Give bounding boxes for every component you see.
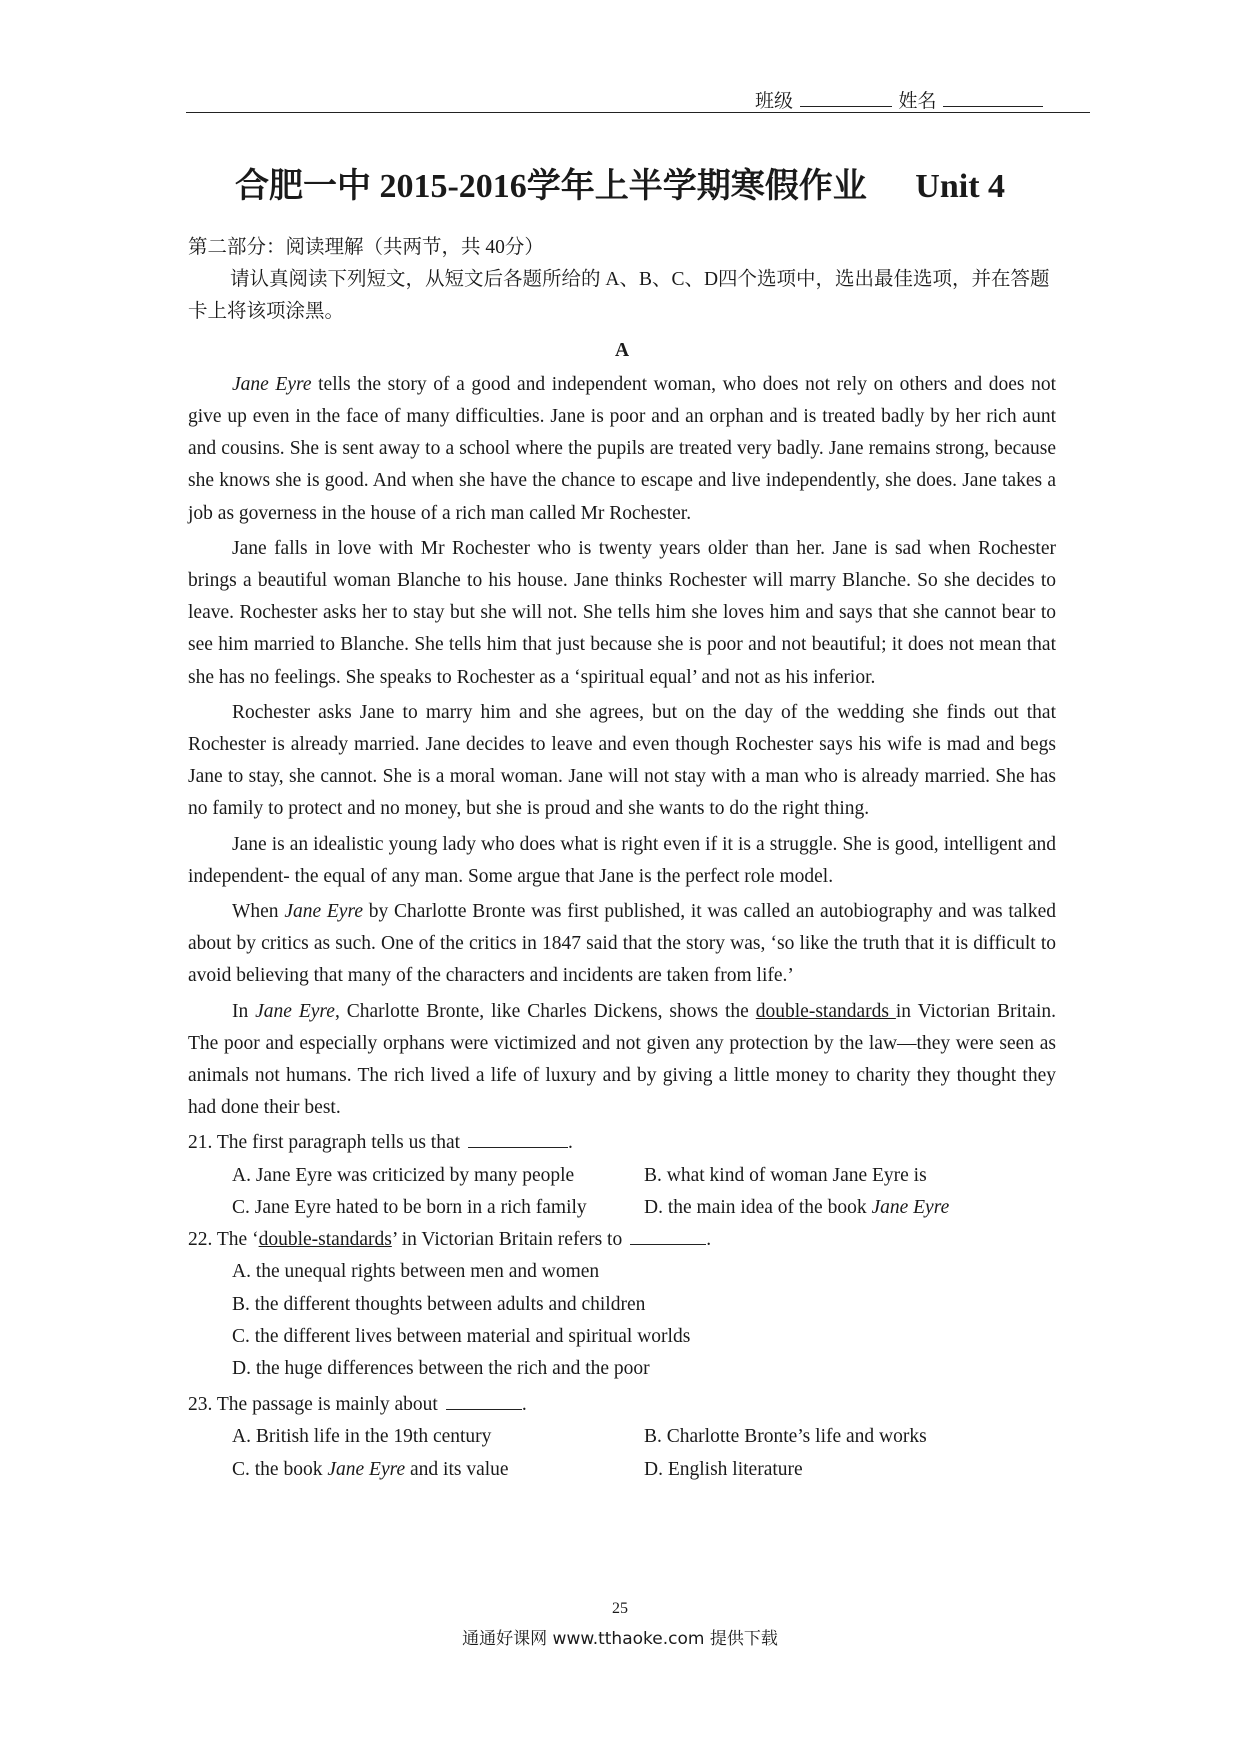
question-stem: 23. The passage is mainly about [188,1394,438,1416]
book-title: Jane Eyre [255,1000,335,1022]
book-title: Jane Eyre [871,1196,950,1218]
question-end: . [521,1394,527,1416]
option-21-b[interactable]: B. what kind of woman Jane Eyre is [644,1164,927,1186]
option-22-b[interactable]: B. the different thoughts between adults and children [232,1293,646,1315]
option-21-a[interactable]: A. Jane Eyre was criticized by many people [232,1164,575,1186]
options-row [188,1421,1056,1453]
question-23 [188,1389,1056,1421]
option-21-c[interactable]: C. Jane Eyre hated to be born in a rich family [232,1196,587,1218]
paragraph-text: in Victorian Britain. The poor and especially orphans were victimized and not given any protection by the law—they were seen as animals not humans. The rich lived a life of luxury and by giving a little money to charity they thought they had done their best. [188,1000,1056,1119]
underlined-term: double-standards [755,1000,896,1022]
section-heading: 第二部分：阅读理解（共两节，共 40分） [188,237,544,258]
page-title [0,158,1240,207]
header-rule [186,112,1090,113]
option-text: and its value [405,1458,509,1480]
page-number: 25 [612,1600,628,1617]
options-row [188,1192,1056,1224]
passage-paragraph-6 [188,996,1056,1125]
question-22 [188,1224,1056,1256]
passage-letter: A [614,339,630,361]
question-end: . [568,1132,573,1154]
passage-paragraph-4: Jane is an idealistic young lady who does what is right even if it is a struggle. She is good, intelligent and independent- the equal of any man. Some argue that Jane is the perfect role model. [188,833,1056,887]
content [188,232,1056,1486]
paragraph-text: tells the story of a good and independent woman, who does not rely on others and does not give up even in the face of many difficulties. Jane is poor and an orphan and is treated badly by her rich aunt and cousins. She is sent away to a school where the pupils are treated very badly. Jane remains strong, because she knows she is good. And when she have the chance to escape and live independently, she does. Jane takes a job as governess in the house of a rich man called Mr Rochester. [188,373,1056,524]
passage-paragraph-1 [188,369,1056,530]
paragraph-text: When [232,901,285,923]
option-text: D. the main idea of the book [644,1196,872,1218]
answer-blank[interactable] [468,1129,568,1148]
book-title: Jane Eyre [232,373,312,395]
class-label: 班级 [755,91,794,112]
paragraph-text: by Charlotte Bronte was first published, it was called an autobiography and was talked about by critics as such. One of the critics in 1847 said that the story was, ‘so like the truth that it is difficult to avoid believing that many of the characters and incidents are taken from life.’ [188,901,1056,987]
section-instructions: 请认真阅读下列短文，从短文后各题所给的 A、B、C、D四个选项中，选出最佳选项，并在答题卡上将该项涂黑。 [188,269,1050,323]
options-row [188,1160,1056,1192]
passage-paragraph-3: Rochester asks Jane to marry him and she agrees, but on the day of the wedding she finds out that Rochester is already married. Jane decides to leave and even though Rochester says his wife is mad and begs Jane to stay, she cannot. She is a moral woman. Jane will not stay with a man who is already married. She has no family to protect and no money, but she is proud and she wants to do the right thing. [188,701,1056,820]
title-main: 合肥一中 2015-2016学年上半学期寒假作业 [234,168,867,205]
option-22-d[interactable]: D. the huge differences between the rich and the poor [232,1357,650,1379]
name-label: 姓名 [898,91,937,112]
answer-blank[interactable] [630,1226,706,1245]
passage-paragraph-5 [188,896,1056,993]
option-23-d[interactable]: D. English literature [644,1458,803,1480]
question-stem: ’ in Victorian Britain refers to [391,1229,623,1251]
book-title: Jane Eyre [327,1458,406,1480]
paragraph-text: , Charlotte Bronte, like Charles Dickens, shows the [334,1000,756,1022]
option-22-c[interactable]: C. the different lives between material and spiritual worlds [232,1325,691,1347]
paragraph-text: In [232,1000,256,1022]
question-stem: 22. The ‘ [188,1229,259,1251]
option-text: C. the book [232,1458,328,1480]
header-fields [755,86,1045,113]
answer-blank[interactable] [446,1391,522,1410]
option-23-b[interactable]: B. Charlotte Bronte’s life and works [644,1426,927,1448]
footer-watermark: 通通好课网 www.tthaoke.com 提供下载 [462,1629,778,1649]
class-blank[interactable] [800,89,892,107]
title-unit: Unit 4 [915,168,1006,205]
question-stem: 21. The first paragraph tells us that [188,1132,461,1154]
option-23-a[interactable]: A. British life in the 19th century [232,1426,492,1448]
option-23-c[interactable] [232,1454,644,1486]
option-22-a[interactable]: A. the unequal rights between men and women [232,1261,600,1283]
book-title: Jane Eyre [284,901,363,923]
options-row [188,1454,1056,1486]
passage-paragraph-2: Jane falls in love with Mr Rochester who is twenty years older than her. Jane is sad when Rochester brings a beautiful woman Blanche to his house. Jane thinks Rochester will marry Blanche. So she decides to leave. Rochester asks her to stay but she will not. She tells him she loves him and says that she cannot bear to see him married to Blanche. She tells him that just because she is poor and not beautiful; it does not mean that she has no feelings. She speaks to Rochester as a ‘spiritual equal’ and not as his inferior. [188,537,1056,688]
question-21 [188,1127,1056,1159]
underlined-term: double-standards [258,1229,392,1251]
name-blank[interactable] [943,89,1043,107]
question-end: . [706,1229,712,1251]
option-21-d[interactable] [644,1192,1056,1224]
